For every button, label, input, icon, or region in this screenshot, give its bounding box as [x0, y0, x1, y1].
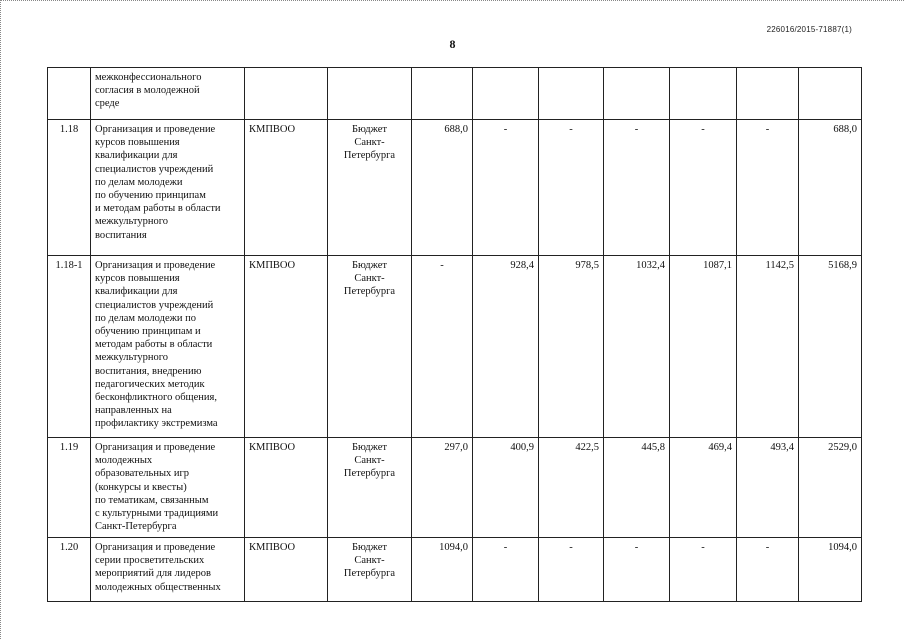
cell-line: Организация и проведение: [95, 442, 216, 453]
cell-line: Петербурга: [343, 468, 396, 480]
cell-year-amount: -: [473, 120, 539, 256]
cell-year-amount: 400,9: [473, 438, 539, 538]
cell-item-number: 1.20: [48, 538, 91, 602]
cell-year-amount: 688,0: [412, 120, 473, 256]
cell-line: образовательных игр: [95, 468, 190, 480]
cell-total: 5168,9: [799, 256, 862, 438]
cell-total: 1094,0: [799, 538, 862, 602]
table-row: [48, 438, 862, 538]
cell-line: Санкт-: [354, 555, 385, 567]
cell-line: Санкт-: [354, 455, 385, 467]
cell-year-amount: 469,4: [670, 438, 737, 538]
table-row: [48, 256, 862, 438]
cell-line: квалификации для: [95, 150, 178, 162]
cell-line: Петербурга: [343, 568, 396, 580]
cell-line: с культурными традициями: [95, 508, 219, 520]
cell-year-amount: 297,0: [412, 438, 473, 538]
cell-executor: КМПВОО: [245, 438, 328, 538]
cell-item-number: 1.18: [48, 120, 91, 256]
table-row: [48, 538, 862, 602]
cell-line: молодежных: [95, 455, 153, 467]
cell-line: Организация и проведение: [95, 260, 216, 271]
cell-line: Санкт-: [354, 273, 385, 285]
cell-activity-name: [91, 256, 245, 438]
cell-activity-name: [91, 120, 245, 256]
cell-year-amount: 978,5: [539, 256, 604, 438]
cell-funding-source: [328, 256, 412, 438]
cell-year-amount: -: [670, 120, 737, 256]
cell-line: по делам молодежи: [95, 176, 183, 188]
cell-year-amount: 1087,1: [670, 256, 737, 438]
cell-year-amount: [412, 68, 473, 120]
cell-year-amount: -: [539, 120, 604, 256]
cell-executor: [245, 68, 328, 120]
cell-line: Бюджет: [351, 442, 388, 453]
table-row: [48, 120, 862, 256]
cell-activity-name: [91, 438, 245, 538]
cell-year-amount: -: [604, 120, 670, 256]
cell-line: Бюджет: [351, 260, 388, 271]
cell-line: воспитания, внедрению: [95, 365, 202, 377]
cell-line: направленных на: [95, 405, 172, 417]
cell-line: воспитания: [95, 229, 147, 241]
cell-line: Санкт-: [354, 137, 385, 149]
cell-line: Организация и проведение: [95, 542, 216, 553]
cell-line: молодежных общественных: [95, 581, 221, 593]
cell-year-amount: -: [539, 538, 604, 602]
cell-year-amount: -: [604, 538, 670, 602]
cell-year-amount: 493,4: [737, 438, 799, 538]
cell-line: Организация и проведение: [95, 124, 216, 135]
document-id: 226016/2015-71887(1): [766, 25, 852, 34]
page-number: 8: [449, 37, 456, 51]
cell-line: методам работы в области: [95, 339, 213, 351]
cell-line: по тематикам, связанным: [95, 494, 209, 506]
cell-activity-name: [91, 538, 245, 602]
cell-total: 2529,0: [799, 438, 862, 538]
cell-funding-source: [328, 68, 412, 120]
cell-year-amount: [539, 68, 604, 120]
cell-line: среде: [95, 98, 120, 110]
cell-year-amount: [473, 68, 539, 120]
cell-item-number: [48, 68, 91, 120]
cell-line: мероприятий для лидеров: [95, 568, 211, 580]
cell-line: обучению принципам и: [95, 326, 201, 338]
cell-year-amount: 445,8: [604, 438, 670, 538]
cell-line: согласия в молодежной: [95, 85, 200, 97]
cell-activity-name: [91, 68, 245, 120]
cell-line: (конкурсы и квесты): [95, 481, 187, 493]
cell-executor: КМПВОО: [245, 120, 328, 256]
cell-funding-source: [328, 538, 412, 602]
cell-year-amount: [604, 68, 670, 120]
cell-year-amount: -: [412, 256, 473, 438]
cell-executor: КМПВОО: [245, 256, 328, 438]
cell-year-amount: -: [670, 538, 737, 602]
cell-line: межкультурного: [95, 352, 169, 364]
cell-year-amount: 1032,4: [604, 256, 670, 438]
cell-line: по обучению принципам: [95, 190, 206, 202]
cell-year-amount: [670, 68, 737, 120]
cell-year-amount: 422,5: [539, 438, 604, 538]
table-row: [48, 68, 862, 120]
cell-year-amount: -: [737, 538, 799, 602]
cell-funding-source: [328, 120, 412, 256]
cell-line: курсов повышения: [95, 273, 180, 285]
cell-line: и методам работы в области: [95, 203, 221, 215]
cell-year-amount: [737, 68, 799, 120]
cell-line: Петербурга: [343, 286, 396, 298]
cell-year-amount: -: [473, 538, 539, 602]
cell-line: педагогических методик: [95, 378, 205, 390]
cell-line: специалистов учреждений: [95, 299, 214, 311]
cell-item-number: 1.18-1: [48, 256, 91, 438]
cell-item-number: 1.19: [48, 438, 91, 538]
cell-year-amount: -: [737, 120, 799, 256]
cell-line: Бюджет: [351, 124, 388, 135]
program-table: [47, 67, 862, 602]
cell-line: Бюджет: [351, 542, 388, 553]
cell-line: Санкт-Петербурга: [95, 521, 177, 533]
cell-total: [799, 68, 862, 120]
cell-line: межкультурного: [95, 216, 169, 228]
cell-line: по делам молодежи по: [95, 312, 196, 324]
cell-line: межконфессионального: [95, 72, 202, 83]
cell-total: 688,0: [799, 120, 862, 256]
cell-line: курсов повышения: [95, 137, 180, 149]
cell-funding-source: [328, 438, 412, 538]
cell-line: квалификации для: [95, 286, 178, 298]
cell-line: специалистов учреждений: [95, 163, 214, 175]
cell-year-amount: 1094,0: [412, 538, 473, 602]
cell-line: бесконфликтного общения,: [95, 392, 217, 404]
cell-line: профилактику экстремизма: [95, 418, 218, 430]
cell-executor: КМПВОО: [245, 538, 328, 602]
cell-year-amount: 1142,5: [737, 256, 799, 438]
cell-line: серии просветительских: [95, 555, 205, 567]
cell-year-amount: 928,4: [473, 256, 539, 438]
cell-line: Петербурга: [343, 150, 396, 162]
